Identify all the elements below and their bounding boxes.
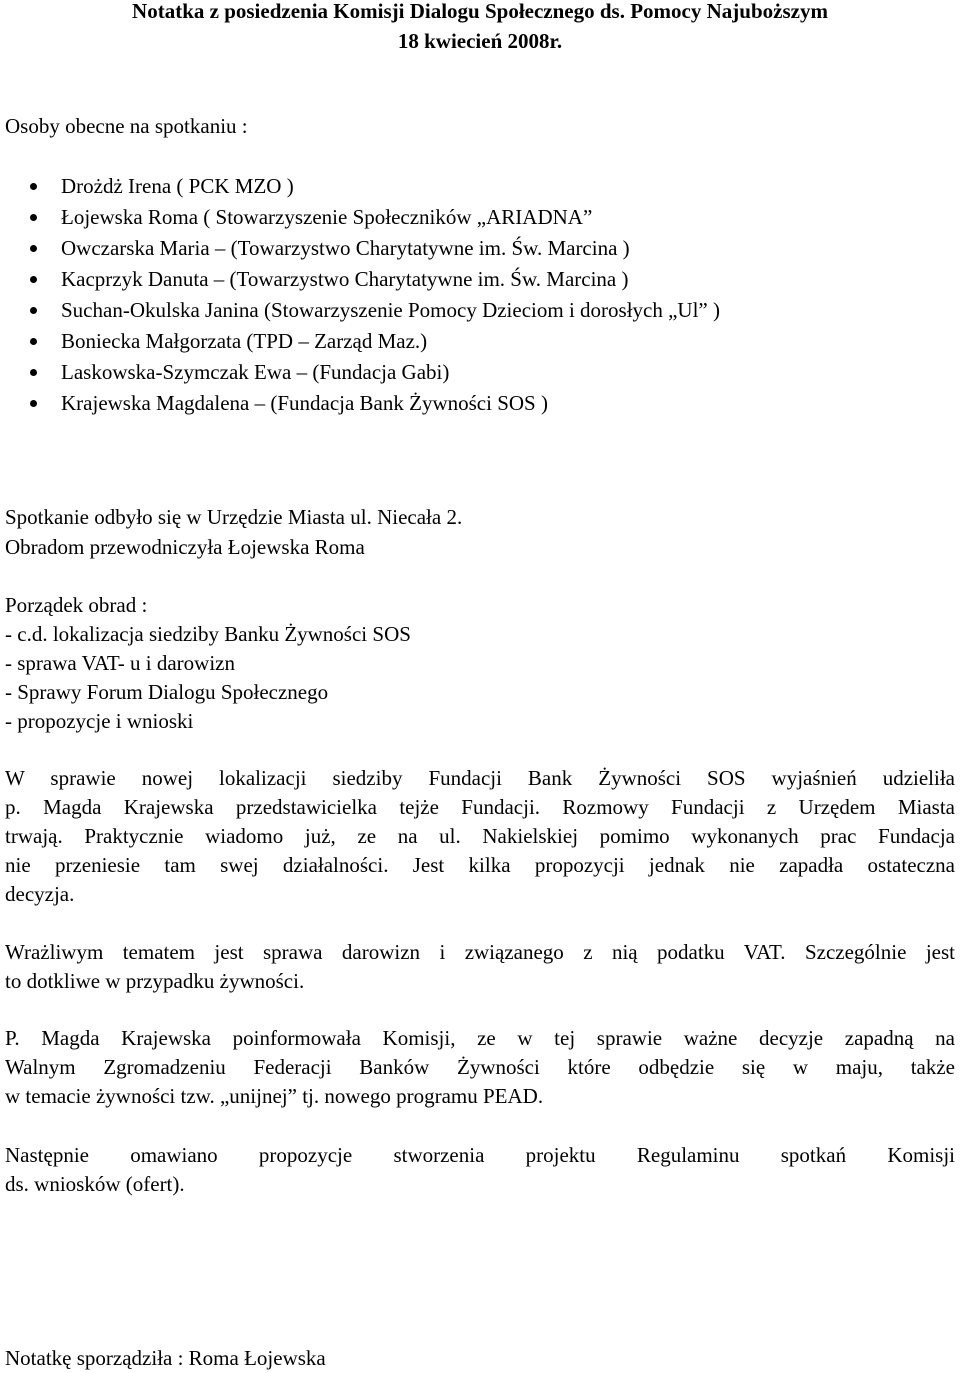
paragraph-line: ds. wniosków (ofert). xyxy=(5,1172,185,1196)
signature: Notatkę sporządziła : Roma Łojewska xyxy=(5,1346,326,1370)
paragraph-location xyxy=(5,764,955,909)
paragraph-federation xyxy=(5,1024,955,1111)
agenda-item: - propozycje i wnioski xyxy=(5,709,194,733)
bullet-icon xyxy=(30,338,37,345)
bullet-icon xyxy=(30,245,37,252)
paragraph-line: to dotkliwe w przypadku żywności. xyxy=(5,969,305,993)
meeting-place: Spotkanie odbyło się w Urzędzie Miasta ul. Niecała 2. xyxy=(5,505,463,529)
bullet-icon xyxy=(30,307,37,314)
paragraph-line: nie przeniesie tam swej działalności. Jest kilka propozycji jednak nie zapadła ostateczna xyxy=(5,853,955,877)
paragraph-line: p. Magda Krajewska przedstawicielka tejże Fundacji. Rozmowy Fundacji z Urzędem Miasta xyxy=(5,795,955,819)
paragraph-line: decyzja. xyxy=(5,882,75,906)
agenda-item: - Sprawy Forum Dialogu Społecznego xyxy=(5,680,329,704)
list-item: Krajewska Magdalena – (Fundacja Bank Żywności SOS ) xyxy=(0,388,960,419)
paragraph-line: W sprawie nowej lokalizacji siedziby Fundacji Bank Żywności SOS wyjaśnień udzieliła xyxy=(5,766,955,790)
document-title xyxy=(0,0,960,56)
bullet-icon xyxy=(30,214,37,221)
paragraph-line: P. Magda Krajewska poinformowała Komisji, ze w tej sprawie ważne decyzje zapadną na xyxy=(5,1026,955,1050)
paragraph-line: Następnie omawiano propozycje stworzenia projektu Regulaminu spotkań Komisji xyxy=(5,1143,955,1167)
bullet-icon xyxy=(30,183,37,190)
attendees-list xyxy=(0,171,960,419)
paragraph-vat xyxy=(5,938,955,996)
bullet-icon xyxy=(30,369,37,376)
list-item: Drożdż Irena ( PCK MZO ) xyxy=(0,171,960,202)
paragraph-line: w temacie żywności tzw. „unijnej” tj. nowego programu PEAD. xyxy=(5,1084,544,1108)
agenda-item: - sprawa VAT- u i darowizn xyxy=(5,651,235,675)
agenda-list xyxy=(5,620,955,736)
agenda-item: - c.d. lokalizacja siedziby Banku Żywności SOS xyxy=(5,622,411,646)
paragraph-line: Walnym Zgromadzeniu Federacji Banków Żywności które odbędzie się w maju, także xyxy=(5,1055,955,1079)
paragraph-line: Wrażliwym tematem jest sprawa darowizn i związanego z nią podatku VAT. Szczególnie jest xyxy=(5,940,955,964)
list-item: Boniecka Małgorzata (TPD – Zarząd Maz.) xyxy=(0,326,960,357)
bullet-icon xyxy=(30,400,37,407)
list-item: Suchan-Okulska Janina (Stowarzyszenie Pomocy Dzieciom i dorosłych „Ul” ) xyxy=(0,295,960,326)
list-item: Laskowska-Szymczak Ewa – (Fundacja Gabi) xyxy=(0,357,960,388)
chaired-by: Obradom przewodniczyła Łojewska Roma xyxy=(5,535,365,559)
list-item: Kacprzyk Danuta – (Towarzystwo Charytatywne im. Św. Marcina ) xyxy=(0,264,960,295)
list-item: Owczarska Maria – (Towarzystwo Charytatywne im. Św. Marcina ) xyxy=(0,233,960,264)
paragraph-regulations xyxy=(5,1141,955,1199)
attendees-heading: Osoby obecne na spotkaniu : xyxy=(5,114,248,138)
paragraph-line: trwają. Praktycznie wiadomo już, ze na ul. Nakielskiej pomimo wykonanych prac Fundacja xyxy=(5,824,955,848)
list-item: Łojewska Roma ( Stowarzyszenie Społeczników „ARIADNA” xyxy=(0,202,960,233)
agenda-heading: Porządek obrad : xyxy=(5,593,148,617)
title-line-2: 18 kwiecień 2008r. xyxy=(397,29,563,53)
title-line-1: Notatka z posiedzenia Komisji Dialogu Społecznego ds. Pomocy Najuboższym xyxy=(132,0,828,23)
bullet-icon xyxy=(30,276,37,283)
